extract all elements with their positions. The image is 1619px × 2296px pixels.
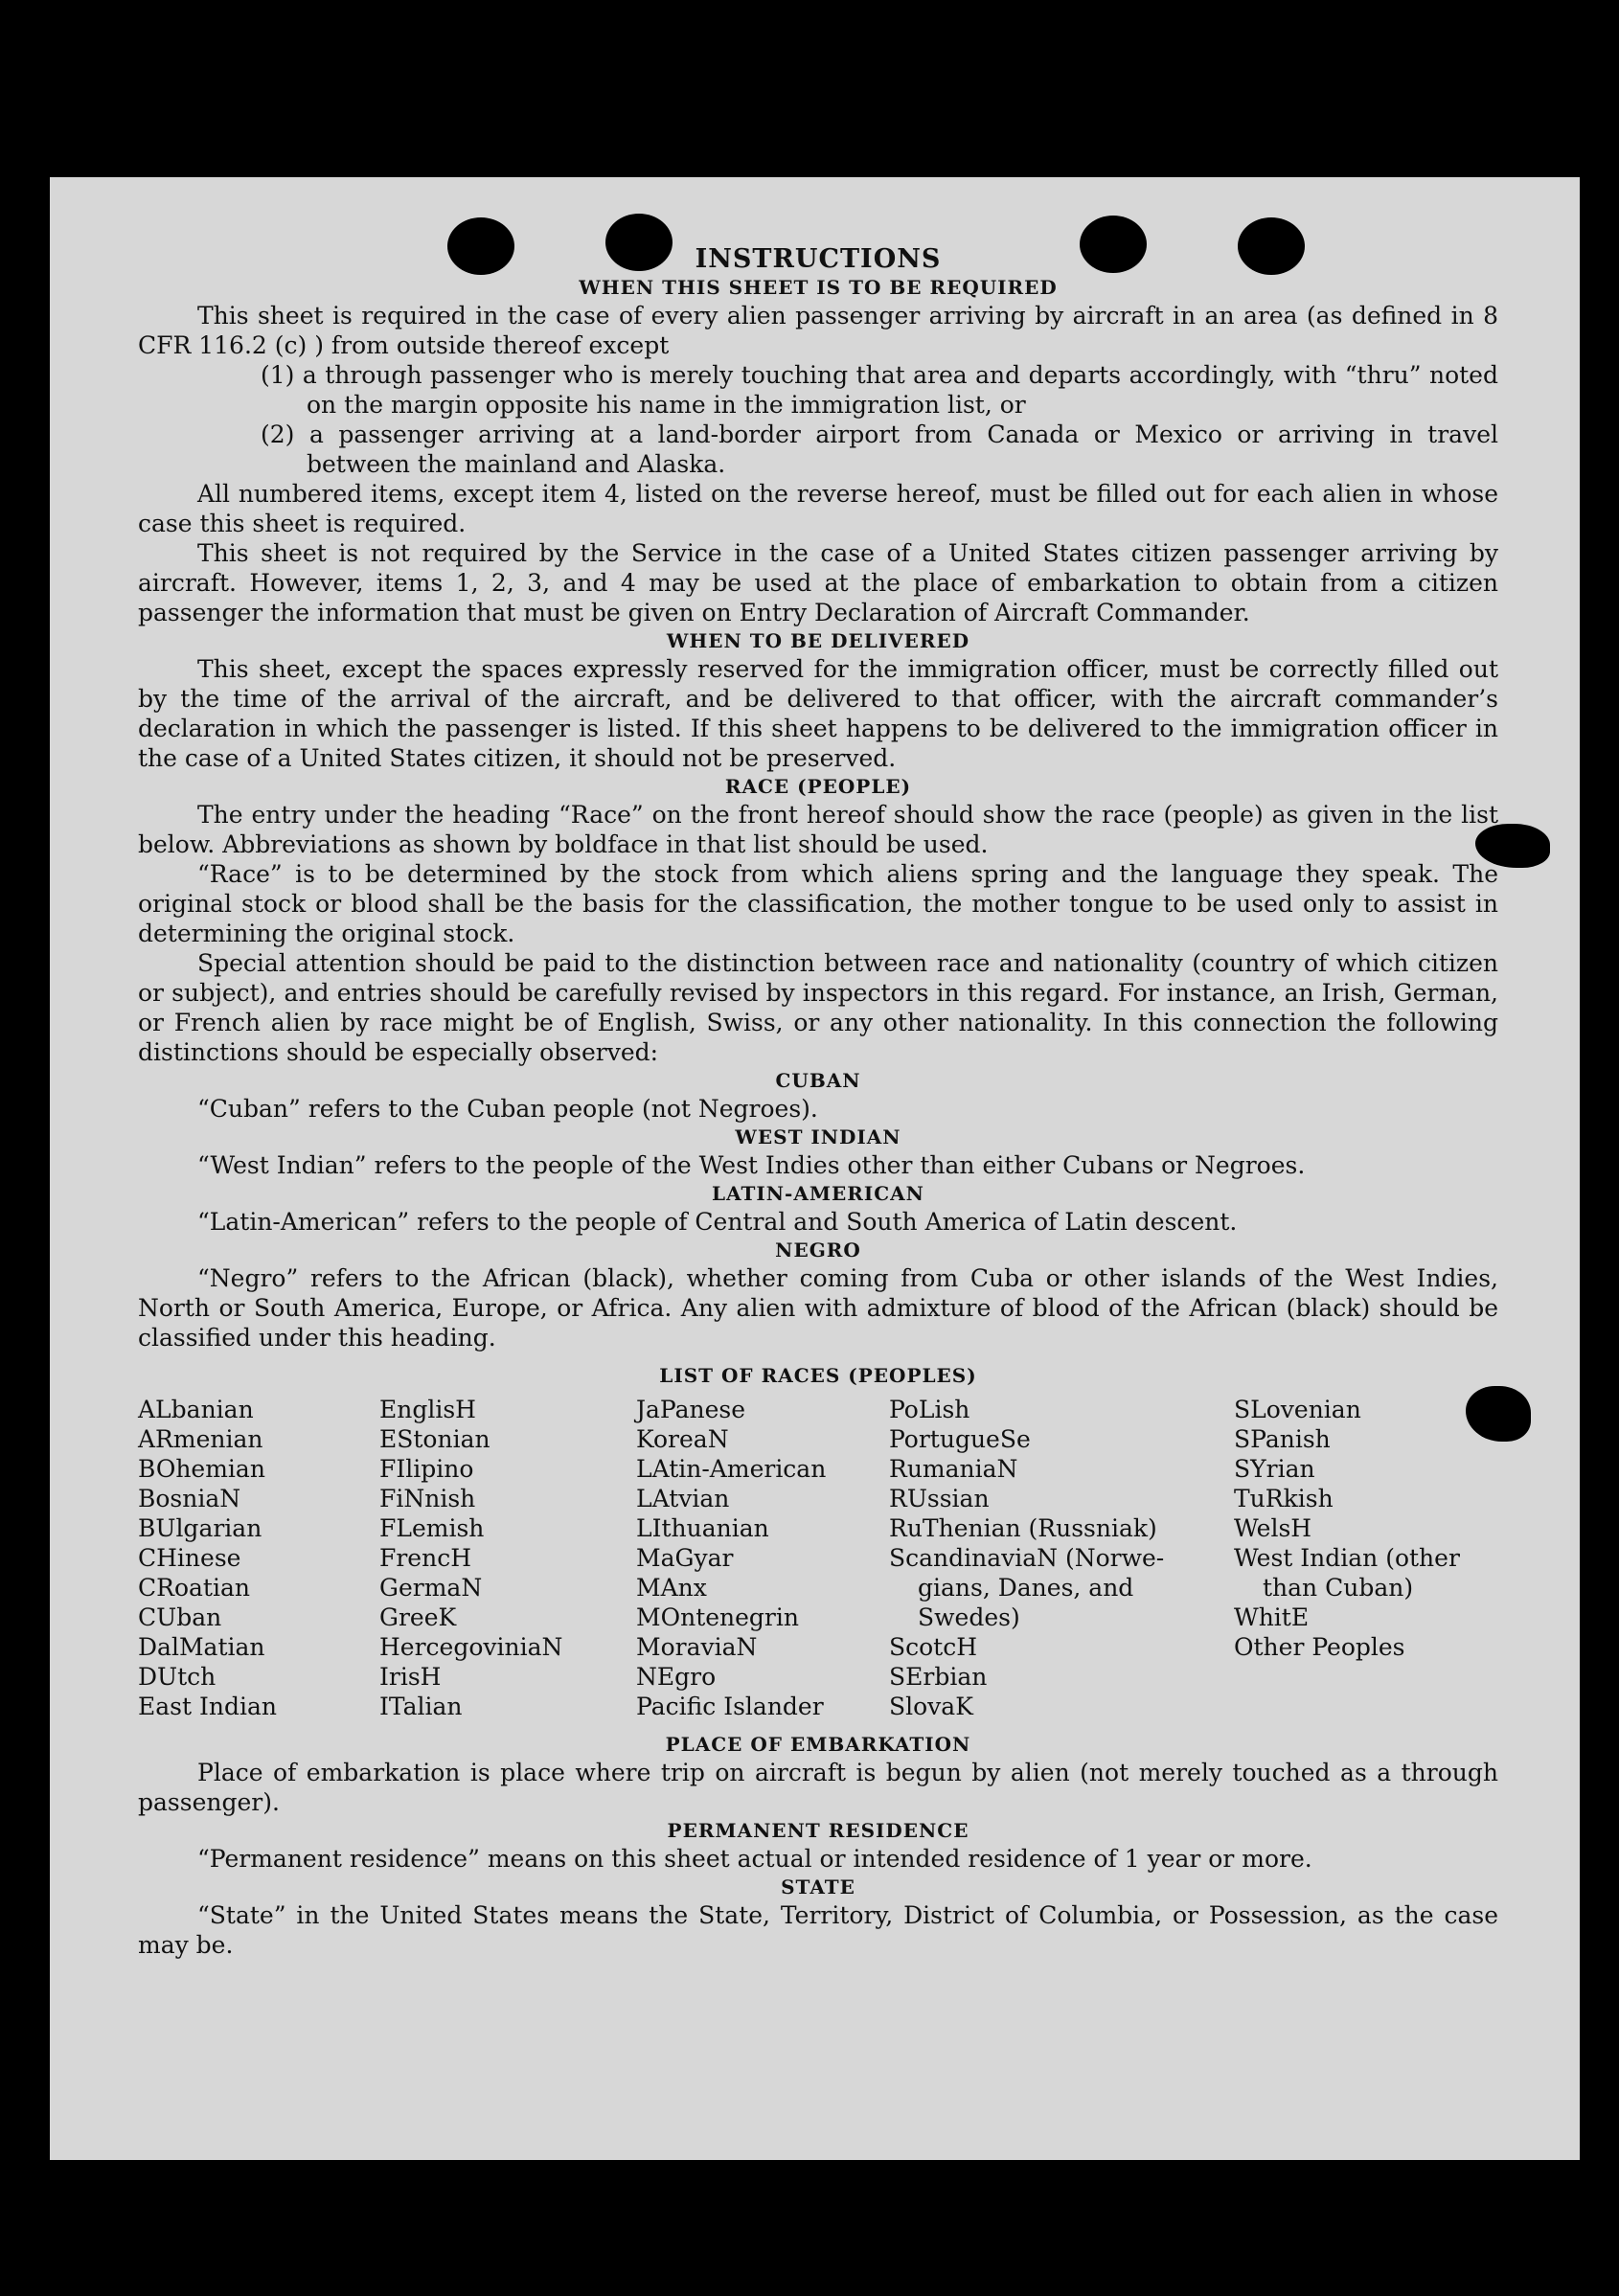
list-item: IrisH <box>379 1663 442 1691</box>
list-item: EnglisH <box>379 1396 476 1423</box>
races-column <box>636 1395 889 1721</box>
list-item: DUtch <box>138 1663 217 1691</box>
list-item: ALbanian <box>138 1396 254 1423</box>
paragraph: “Latin-American” refers to the people of Central and South America of Latin descent. <box>197 1208 1238 1236</box>
list-item: BOhemian <box>138 1455 265 1483</box>
list-item: CRoatian <box>138 1574 250 1602</box>
paragraph: “Cuban” refers to the Cuban people (not Negroes). <box>197 1095 818 1123</box>
races-column <box>889 1395 1234 1721</box>
list-item: than Cuban) <box>1263 1574 1414 1602</box>
list-item: SErbian <box>889 1663 988 1691</box>
list-item: WelsH <box>1234 1514 1312 1542</box>
section-heading: WHEN TO BE DELIVERED <box>666 629 970 652</box>
list-item: NEgro <box>636 1663 717 1691</box>
races-list <box>138 1395 1498 1721</box>
list-item: LAtvian <box>636 1485 730 1512</box>
section-heading: STATE <box>781 1875 855 1898</box>
list-item: LIthuanian <box>636 1514 769 1542</box>
list-item: BosniaN <box>138 1485 241 1512</box>
list-item: SYrian <box>1234 1455 1315 1483</box>
list-item: SlovaK <box>889 1693 973 1720</box>
list-item: FIlipino <box>379 1455 474 1483</box>
list-item: RumaniaN <box>889 1455 1018 1483</box>
list-item: CHinese <box>138 1544 241 1572</box>
section-heading: WEST INDIAN <box>735 1125 901 1148</box>
list-item: GreeK <box>379 1603 457 1631</box>
section-heading: PLACE OF EMBARKATION <box>665 1733 971 1756</box>
list-item: KoreaN <box>636 1425 729 1453</box>
list-item: FLemish <box>379 1514 485 1542</box>
list-item: FrencH <box>379 1544 471 1572</box>
paragraph: “West Indian” refers to the people of the West Indies other than either Cubans or Negroes. <box>197 1151 1306 1179</box>
list-item: MoraviaN <box>636 1633 758 1661</box>
list-item: RuThenian (Russniak) <box>889 1514 1157 1542</box>
list-item: MAnx <box>636 1574 707 1602</box>
list-item: BUlgarian <box>138 1514 262 1542</box>
paragraph: This sheet is not required by the Service in the case of a United States citizen passenger arriving by aircraft. However, items 1, 2, 3, and 4 may be used at the place of embarkation to obtain from a citizen passenger the information that must be given on Entry Declaration of Aircraft Commander. <box>138 539 1498 626</box>
list-item: CUban <box>138 1603 222 1631</box>
list-item: RUssian <box>889 1485 990 1512</box>
section-heading: LATIN-AMERICAN <box>712 1182 924 1205</box>
section-heading: LIST OF RACES (PEOPLES) <box>659 1364 977 1387</box>
list-item: WhitE <box>1234 1603 1310 1631</box>
paragraph: “Permanent residence” means on this sheet actual or intended residence of 1 year or more. <box>197 1845 1312 1873</box>
paragraph: “Race” is to be determined by the stock from which aliens spring and the language they speak. The original stock or blood shall be the basis for the classification, the mother tongue to be used only to assist in determining the original stock. <box>138 860 1498 947</box>
list-item: MOntenegrin <box>636 1603 799 1631</box>
list-item: SLovenian <box>1234 1396 1361 1423</box>
list-item: (2) a passenger arriving at a land-border airport from Canada or Mexico or arriving in travel between the mainland and Alaska. <box>261 421 1498 478</box>
list-item: ITalian <box>379 1693 463 1720</box>
list-item: Other Peoples <box>1234 1633 1405 1661</box>
list-item: PortugueSe <box>889 1425 1031 1453</box>
list-item: MaGyar <box>636 1544 734 1572</box>
list-item: LAtin-American <box>636 1455 827 1483</box>
list-item: (1) a through passenger who is merely touching that area and departs accordingly, with “thru” noted on the margin opposite his name in the immigration list, or <box>261 361 1498 419</box>
list-item: West Indian (other <box>1234 1544 1460 1572</box>
section-heading: WHEN THIS SHEET IS TO BE REQUIRED <box>579 276 1058 299</box>
list-item: SPanish <box>1234 1425 1331 1453</box>
list-item: Swedes) <box>918 1603 1020 1631</box>
list-item: EStonian <box>379 1425 490 1453</box>
list-item: TuRkish <box>1234 1485 1334 1512</box>
races-column <box>1234 1395 1498 1721</box>
list-item: GermaN <box>379 1574 483 1602</box>
instructions-text <box>138 244 1498 1960</box>
section-heading: RACE (PEOPLE) <box>724 775 912 798</box>
paragraph: “Negro” refers to the African (black), whether coming from Cuba or other islands of the West Indies, North or South America, Europe, or Africa. Any alien with admixture of blood of the African (black) should be classified under this heading. <box>138 1264 1498 1352</box>
page-title: INSTRUCTIONS <box>695 244 942 274</box>
races-column <box>379 1395 636 1721</box>
list-item: FiNnish <box>379 1485 476 1512</box>
section-heading: CUBAN <box>775 1069 861 1092</box>
races-column <box>138 1395 379 1721</box>
paragraph: This sheet, except the spaces expressly reserved for the immigration officer, must be correctly filled out by the time of the arrival of the aircraft, and be delivered to that officer, with the aircraft commander’s declaration in which the passenger is listed. If this sheet happens to be delivered to the immigration officer in the case of a United States citizen, it should not be preserved. <box>138 655 1498 772</box>
paragraph: Place of embarkation is place where trip on aircraft is begun by alien (not merely touched as a through passenger). <box>138 1759 1498 1816</box>
section-heading: NEGRO <box>775 1239 861 1262</box>
paragraph: The entry under the heading “Race” on the front hereof should show the race (people) as given in the list below. Abbreviations as shown by boldface in that list should be used. <box>138 801 1498 858</box>
paragraph: This sheet is required in the case of every alien passenger arriving by aircraft in an area (as defined in 8 CFR 116.2 (c) ) from outside thereof except <box>138 302 1498 359</box>
list-item: gians, Danes, and <box>918 1574 1134 1602</box>
list-item: ScandinaviaN (Norwe- <box>889 1544 1165 1572</box>
paragraph: All numbered items, except item 4, listed on the reverse hereof, must be filled out for each alien in whose case this sheet is required. <box>138 480 1498 537</box>
list-item: HercegoviniaN <box>379 1633 563 1661</box>
list-item: ARmenian <box>138 1425 263 1453</box>
paragraph: Special attention should be paid to the distinction between race and nationality (country of which citizen or subject), and entries should be carefully revised by inspectors in this regard. For instance, an Irish, German, or French alien by race might be of English, Swiss, or any other nationality. In this connection the following distinctions should be especially observed: <box>138 949 1498 1066</box>
list-item: JaPanese <box>636 1396 746 1423</box>
section-heading: PERMANENT RESIDENCE <box>667 1819 969 1842</box>
document-page <box>50 177 1580 2160</box>
list-item: DalMatian <box>138 1633 265 1661</box>
list-item: PoLish <box>889 1396 970 1423</box>
list-item: Pacific Islander <box>636 1693 824 1720</box>
list-item: ScotcH <box>889 1633 978 1661</box>
list-item: East Indian <box>138 1693 277 1720</box>
paragraph: “State” in the United States means the State, Territory, District of Columbia, or Possession, as the case may be. <box>138 1901 1498 1959</box>
